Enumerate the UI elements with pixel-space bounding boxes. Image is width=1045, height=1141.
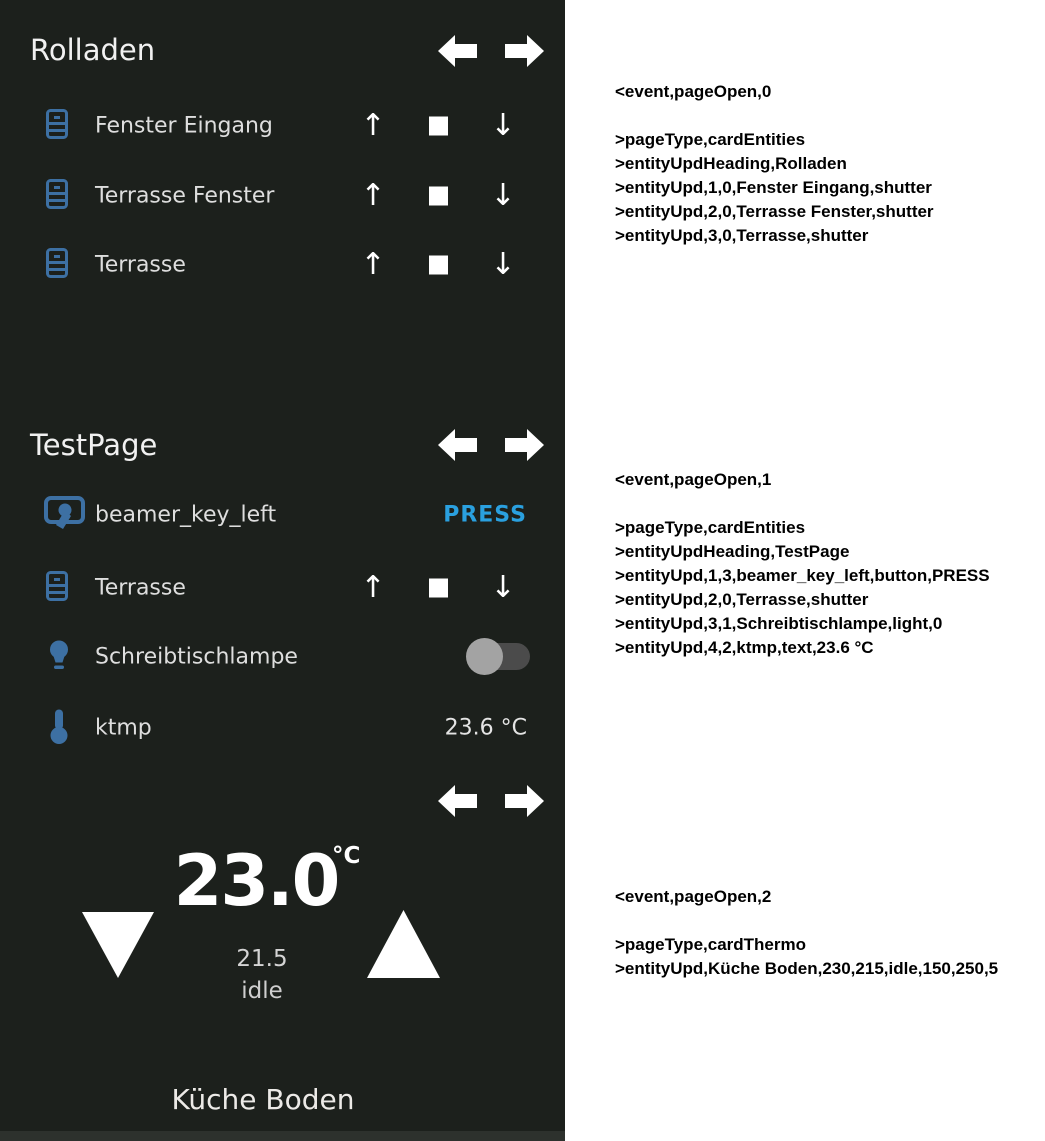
target-temperature: 21.5 <box>236 946 288 972</box>
arrow-left-icon <box>438 785 477 817</box>
shutter-up-button[interactable]: ↑ <box>360 247 386 282</box>
arrow-left-icon <box>438 429 477 461</box>
entity-label: Schreibtischlampe <box>95 644 298 670</box>
shutter-icon <box>46 571 68 605</box>
protocol-line: >pageType,cardEntities <box>615 518 806 537</box>
shutter-down-button[interactable]: ↓ <box>490 570 516 605</box>
entity-label: Terrasse <box>95 252 186 278</box>
protocol-line: >entityUpd,1,0,Fenster Eingang,shutter <box>615 178 932 197</box>
protocol-line: <event,pageOpen,0 <box>615 82 772 101</box>
entity-label: Terrasse Fenster <box>95 183 275 209</box>
protocol-line <box>615 909 998 933</box>
shutter-up-button[interactable]: ↑ <box>360 178 386 213</box>
protocol-line: >entityUpd,1,3,beamer_key_left,button,PRESS <box>615 566 990 585</box>
entity-label: beamer_key_left <box>95 502 277 528</box>
shutter-down-button[interactable]: ↓ <box>490 178 516 213</box>
page-prev-button[interactable] <box>438 429 477 461</box>
protocol-line: >entityUpd,3,0,Terrasse,shutter <box>615 226 869 245</box>
triangle-up-icon <box>367 910 440 978</box>
protocol-line: >entityUpdHeading,TestPage <box>615 542 850 561</box>
shutter-stop-button[interactable] <box>429 579 448 598</box>
shutter-up-button[interactable]: ↑ <box>360 108 386 143</box>
page-title-testpage: TestPage <box>30 428 158 462</box>
shutter-icon <box>46 179 68 213</box>
press-button[interactable]: PRESS <box>443 502 527 528</box>
arrow-left-icon <box>438 35 477 67</box>
shutter-icon <box>46 248 68 282</box>
shutter-down-button[interactable]: ↓ <box>490 108 516 143</box>
arrow-right-icon <box>505 429 544 461</box>
protocol-line: <event,pageOpen,1 <box>615 470 772 489</box>
protocol-line: >entityUpd,2,0,Terrasse,shutter <box>615 590 869 609</box>
page-prev-button[interactable] <box>438 35 477 67</box>
protocol-line: >pageType,cardEntities <box>615 130 806 149</box>
protocol-line: <event,pageOpen,2 <box>615 887 772 906</box>
entity-label: Fenster Eingang <box>95 113 273 139</box>
protocol-line: >entityUpd,3,1,Schreibtischlampe,light,0 <box>615 614 943 633</box>
entity-row-terrasse-2 <box>0 566 565 610</box>
arrow-right-icon <box>505 35 544 67</box>
temp-down-button[interactable] <box>82 912 154 982</box>
entity-label: ktmp <box>95 715 152 741</box>
protocol-block-page2 <box>615 885 998 981</box>
thermometer-icon <box>48 708 70 749</box>
page-prev-button[interactable] <box>438 785 477 817</box>
entity-row-fenster-eingang <box>0 104 565 148</box>
page-title-rolladen: Rolladen <box>30 33 156 67</box>
temp-up-button[interactable] <box>367 910 440 982</box>
thermostat-state: idle <box>241 978 283 1004</box>
protocol-line: >entityUpdHeading,Rolladen <box>615 154 847 173</box>
arrow-right-icon <box>505 785 544 817</box>
triangle-down-icon <box>82 912 154 978</box>
protocol-line <box>615 492 990 516</box>
page-next-button[interactable] <box>505 429 544 461</box>
entity-row-terrasse-fenster <box>0 174 565 218</box>
gesture-tap-button-icon <box>44 496 86 534</box>
protocol-line: >pageType,cardThermo <box>615 935 806 954</box>
protocol-line: >entityUpd,Küche Boden,230,215,idle,150,250,5 <box>615 959 999 978</box>
entity-row-ktmp <box>0 706 565 750</box>
protocol-block-page0 <box>615 80 934 248</box>
sensor-value: 23.6 °C <box>444 715 527 741</box>
shutter-stop-button[interactable] <box>429 256 448 275</box>
shutter-icon <box>46 109 68 143</box>
protocol-line: >entityUpd,2,0,Terrasse Fenster,shutter <box>615 202 934 221</box>
shutter-up-button[interactable]: ↑ <box>360 570 386 605</box>
thermostat-name: Küche Boden <box>171 1083 355 1116</box>
temperature-unit: °C <box>332 843 361 869</box>
entity-row-beamer-key-left <box>0 493 565 537</box>
shutter-stop-button[interactable] <box>429 117 448 136</box>
protocol-line <box>615 104 934 128</box>
protocol-block-page1 <box>615 468 990 660</box>
page-next-button[interactable] <box>505 35 544 67</box>
bottom-bar <box>0 1131 565 1141</box>
light-toggle-knob[interactable] <box>466 638 503 675</box>
shutter-down-button[interactable]: ↓ <box>490 247 516 282</box>
current-temperature: 23.0 <box>173 840 339 922</box>
page-next-button[interactable] <box>505 785 544 817</box>
protocol-line: >entityUpd,4,2,ktmp,text,23.6 °C <box>615 638 874 657</box>
entity-row-terrasse <box>0 243 565 287</box>
lightbulb-icon <box>47 639 71 676</box>
shutter-stop-button[interactable] <box>429 187 448 206</box>
entity-label: Terrasse <box>95 575 186 601</box>
